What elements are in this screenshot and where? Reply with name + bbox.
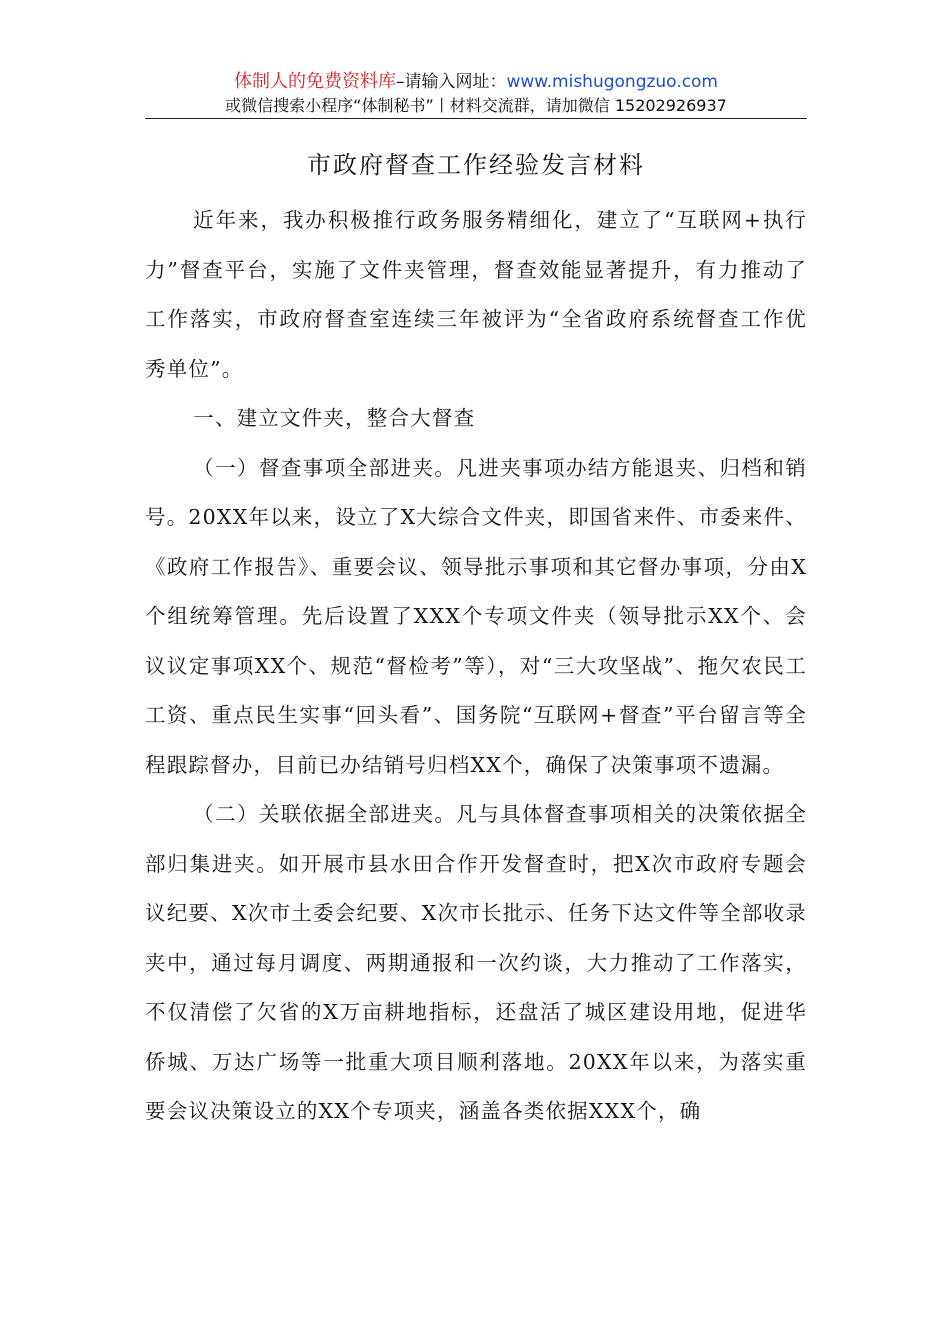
paragraph-intro: 近年来，我办积极推行政务服务精细化，建立了“互联网+执行力”督查平台，实施了文件夹管理，督查效能显著提升，有力推动了工作落实，市政府督查室连续三年被评为“全省政府系统督查工作优秀单位”。 [145, 208, 807, 381]
header-divider [145, 118, 807, 119]
section-heading-1: 一、建立文件夹，整合大督查 [193, 406, 476, 430]
header-banner [145, 70, 807, 94]
website-link[interactable]: www.mishugongzuo.com [506, 72, 718, 92]
document-title: 市政府督查工作经验发言材料 [307, 151, 645, 179]
paragraph-item-1: （一）督查事项全部进夹。凡进夹事项办结方能退夹、归档和销号。20XX年以来，设立了X大综合文件夹，即国省来件、市委来件、《政府工作报告》、重要会议、领导批示事项和其它督办事项，分由X个组统筹管理。先后设置了XXX个专项文件夹（领导批示XX个、会议议定事项XX个、规范“督检考”等），对“三大攻坚战”、拖欠农民工工资、重点民生实事“回头看”、国务院“互联网+督查”平台留言等全程跟踪督办，目前已办结销号归档XX个，确保了决策事项不遗漏。 [145, 455, 807, 777]
document-body [145, 196, 807, 1137]
site-header [145, 70, 807, 118]
paragraph-item-2: （二）关联依据全部进夹。凡与具体督查事项相关的决策依据全部归集进夹。如开展市县水田合作开发督查时，把X次市政府专题会议纪要、X次市土委会纪要、X次市长批示、任务下达文件等全部收录夹中，通过每月调度、两期通报和一次约谈，大力推动了工作落实，不仅清偿了欠省的X万亩耕地指标，还盘活了城区建设用地，促进华侨城、万达广场等一批重大项目顺利落地。20XX年以来，为落实重要会议决策设立的XX个专项夹，涵盖各类依据XXX个，确 [145, 802, 807, 1123]
brand-name: 体制人的免费资料库 [233, 71, 396, 92]
header-contact-line: 或微信搜索小程序“体制秘书”丨材料交流群，请加微信 15202926937 [225, 96, 727, 115]
url-prompt: –请输入网址： [395, 72, 507, 92]
